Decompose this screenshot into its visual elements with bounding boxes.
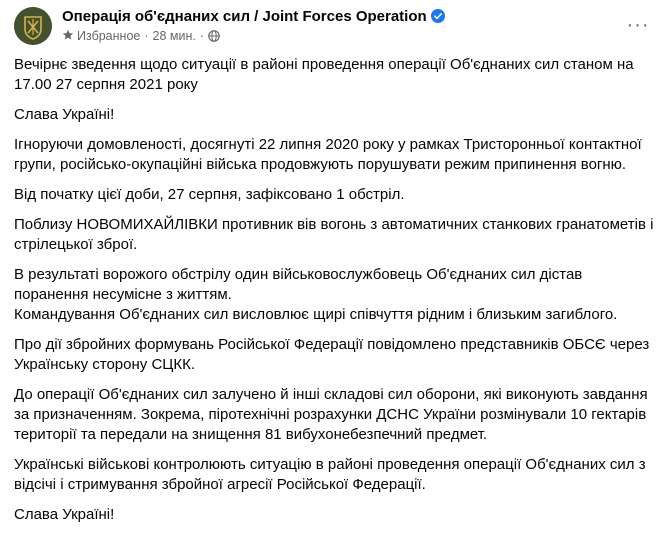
post-header xyxy=(14,5,654,49)
post-paragraph-greeting: Слава Україні! xyxy=(14,106,115,123)
page-name-link[interactable] xyxy=(62,8,445,25)
post-timestamp[interactable]: 28 мин. xyxy=(152,29,196,43)
post-paragraph: В результаті ворожого обстрілу один військовослужбовець Об'єднаних сил дістав поранення несумісне з життям. xyxy=(14,266,583,303)
post-paragraph: Ігноруючи домовленості, досягнуті 22 липня 2020 року у рамках Тристоронньої контактної групи, російсько-окупаційні війська продовжують порушувати режим припинення вогню. xyxy=(14,136,642,173)
post-paragraph: До операції Об'єднаних сил залучено й інші складові сил оборони, які виконують завдання за призначенням. Зокрема, піротехнічні розрахунки ДСНС України розмінували 10 гектарів території та передали на знищення 81 вибухонебезпечний предмет. xyxy=(14,386,648,443)
page-avatar[interactable] xyxy=(14,7,52,45)
favorites-label: Избранное xyxy=(77,29,141,43)
post-paragraph: Про дії збройних формувань Російської Федерації повідомлено представників ОБСЄ через Українську сторону СЦКК. xyxy=(14,336,650,373)
page-name[interactable]: Операція об'єднаних сил / Joint Forces Operation xyxy=(62,8,427,25)
more-options-button[interactable]: ··· xyxy=(626,14,650,36)
post-body xyxy=(14,55,654,535)
meta-separator: · xyxy=(144,29,149,43)
post-paragraph: Поблизу НОВОМИХАЙЛІВКИ противник вів вогонь з автоматичних станкових гранатометів і стрілецької зброї. xyxy=(14,216,654,253)
globe-icon[interactable] xyxy=(208,30,220,42)
post-paragraph-closing: Слава Україні! xyxy=(14,506,115,523)
post-paragraph-title: Вечірнє зведення щодо ситуації в районі проведення операції Об'єднаних сил станом на 17.00 27 серпня 2021 року xyxy=(14,56,634,93)
jfo-emblem-icon xyxy=(14,7,52,45)
post-paragraph: Командування Об'єднаних сил висловлює щирі співчуття рідним і близьким загиблого. xyxy=(14,306,618,323)
post-paragraph: Від початку цієї доби, 27 серпня, зафіксовано 1 обстріл. xyxy=(14,186,405,203)
verified-badge-icon xyxy=(431,9,445,23)
post-meta xyxy=(62,29,220,43)
post-paragraph: Українські військові контролюють ситуацію в районі проведення операції Об'єднаних сил з відсічі і стримування збройної агресії Російської Федерації. xyxy=(14,456,646,493)
meta-separator-2: · xyxy=(199,29,205,43)
star-icon xyxy=(62,29,74,41)
